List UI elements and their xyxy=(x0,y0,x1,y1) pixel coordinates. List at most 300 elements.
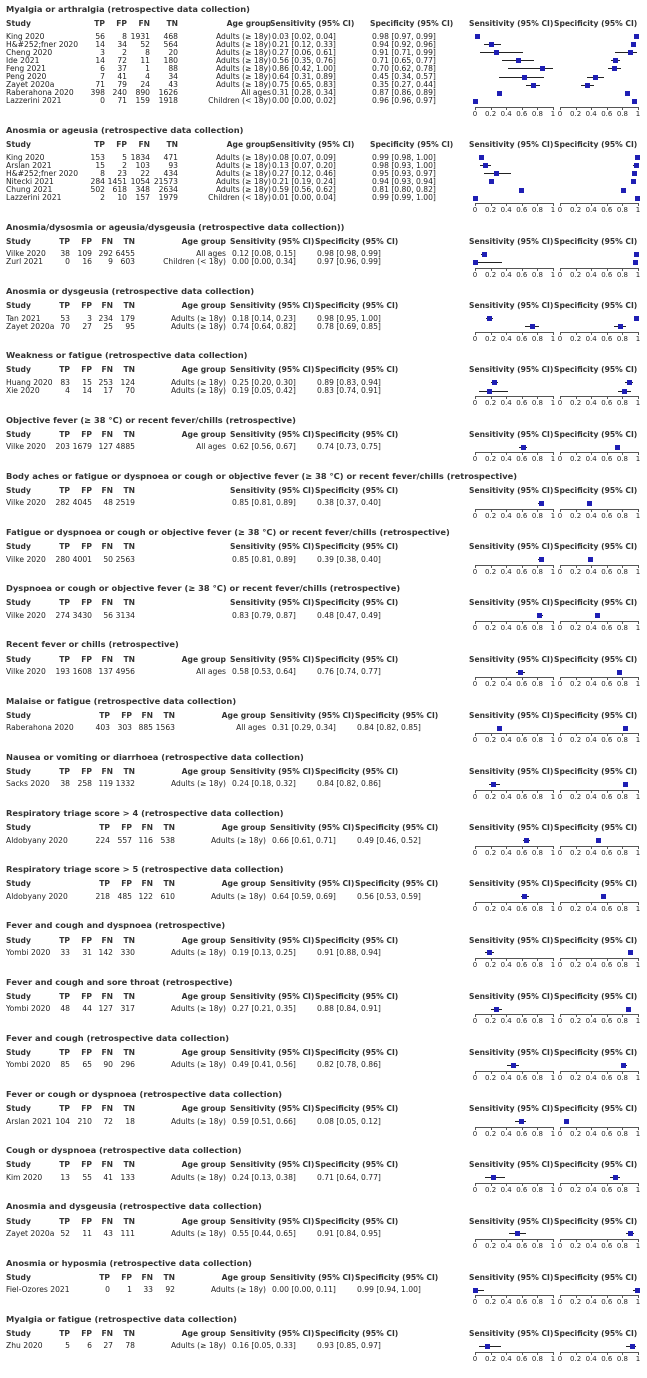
col-header-sensitivity: Sensitivity (95% CI) xyxy=(230,991,315,1001)
col-header-study: Study xyxy=(6,485,31,495)
sensitivity-tick-label: 1 xyxy=(550,736,556,745)
sens-point-estimate xyxy=(519,1119,524,1124)
sensitivity-tick-label: 1 xyxy=(550,623,556,632)
cell-fn: 292 xyxy=(98,249,113,259)
cell-sensitivity: 0.03 [0.02, 0.04] xyxy=(272,31,336,41)
cell-tn: 1563 xyxy=(155,723,175,733)
sensitivity-tick-label: 0.4 xyxy=(500,1129,512,1138)
study-name: Feng 2021 xyxy=(6,64,46,74)
sensitivity-tick-label: 0.2 xyxy=(485,567,497,576)
cell-fp: 10 xyxy=(117,193,127,203)
cell-age-group: All ages xyxy=(241,88,271,98)
cell-sensitivity: 0.75 [0.65, 0.83] xyxy=(272,80,336,90)
cell-tp: 14 xyxy=(95,55,105,65)
panel-header-sensitivity: Sensitivity (95% CI) xyxy=(469,1104,554,1114)
cell-specificity: 0.94 [0.92, 0.96] xyxy=(372,39,436,49)
cell-sensitivity: 0.64 [0.59, 0.69] xyxy=(272,891,336,901)
cell-tp: 85 xyxy=(60,1060,70,1070)
col-header-study: Study xyxy=(6,236,31,246)
col-header-tn: TN xyxy=(123,485,135,495)
sensitivity-tick-label: 1 xyxy=(550,680,556,689)
specificity-tick-label: 0.4 xyxy=(585,270,597,279)
cell-age-group: Adults (≥ 18y) xyxy=(170,321,226,331)
col-header-age-group: Age group xyxy=(221,879,266,889)
spec-point-estimate xyxy=(633,260,638,265)
cell-tp: 38 xyxy=(60,779,70,789)
sensitivity-tick-label: 0 xyxy=(472,736,478,745)
cell-fn: 119 xyxy=(98,779,113,789)
specificity-tick-label: 0 xyxy=(557,680,563,689)
sensitivity-axis-line xyxy=(475,396,553,397)
sens-point-estimate xyxy=(494,171,499,176)
sens-point-estimate xyxy=(482,252,487,257)
specificity-tick-label: 0.8 xyxy=(616,511,628,520)
cell-specificity: 0.99 [0.98, 1.00] xyxy=(372,152,436,162)
study-name: Zayet 2020a xyxy=(6,321,55,331)
cell-fp: 31 xyxy=(82,948,92,958)
specificity-tick-label: 0.2 xyxy=(570,904,582,913)
sensitivity-axis-line xyxy=(475,509,553,510)
cell-specificity: 0.84 [0.82, 0.85] xyxy=(357,723,421,733)
col-header-sensitivity: Sensitivity (95% CI) xyxy=(230,429,315,439)
spec-point-estimate xyxy=(593,75,598,80)
sensitivity-axis-line xyxy=(475,268,553,269)
specificity-tick-label: 0 xyxy=(557,1242,563,1251)
col-header-tn: TN xyxy=(163,879,175,889)
sensitivity-tick-label: 0 xyxy=(472,792,478,801)
sensitivity-tick-label: 1 xyxy=(550,567,556,576)
col-header-tn: TN xyxy=(166,140,178,150)
cell-tp: 3 xyxy=(100,47,105,57)
specificity-axis-line xyxy=(560,902,638,903)
cell-tp: 48 xyxy=(60,1004,70,1014)
cell-specificity: 0.83 [0.74, 0.91] xyxy=(317,386,381,396)
cell-age-group: Adults (≥ 18y) xyxy=(215,168,271,178)
specificity-tick-label: 0.8 xyxy=(616,567,628,576)
specificity-tick-label: 0.2 xyxy=(570,792,582,801)
study-name: King 2020 xyxy=(6,152,45,162)
col-header-sensitivity: Sensitivity (95% CI) xyxy=(230,598,315,608)
col-header-sensitivity: Sensitivity (95% CI) xyxy=(230,1160,315,1170)
sensitivity-tick-label: 0.2 xyxy=(485,334,497,343)
col-header-age-group: Age group xyxy=(221,823,266,833)
cell-sensitivity: 0.00 [0.00, 0.02] xyxy=(272,96,336,106)
sensitivity-tick-label: 0.2 xyxy=(485,680,497,689)
cell-tn: 610 xyxy=(160,891,175,901)
cell-tn: 179 xyxy=(120,313,135,323)
cell-fp: 71 xyxy=(117,96,127,106)
spec-point-estimate xyxy=(622,389,627,394)
panel-header-specificity: Specificity (95% CI) xyxy=(554,1047,638,1057)
section-title: Respiratory triage score > 4 (retrospective data collection) xyxy=(6,808,284,819)
cell-age-group: Adults (≥ 18y) xyxy=(210,835,266,845)
study-name: Cheng 2020 xyxy=(6,47,53,57)
specificity-tick-label: 0 xyxy=(557,1298,563,1307)
sensitivity-tick-label: 1 xyxy=(550,1073,556,1082)
col-header-age-group: Age group xyxy=(181,429,226,439)
cell-age-group: Adults (≥ 18y) xyxy=(170,313,226,323)
col-header-sensitivity: Sensitivity (95% CI) xyxy=(230,542,315,552)
specificity-tick-label: 0.8 xyxy=(616,1017,628,1026)
specificity-tick-label: 0.6 xyxy=(601,623,613,632)
specificity-axis-line xyxy=(560,565,638,566)
panel-header-specificity: Specificity (95% CI) xyxy=(554,365,638,375)
sens-point-estimate xyxy=(497,91,502,96)
section-title: Myalgia or arthralgia (retrospective data collection) xyxy=(6,4,250,14)
cell-fn: 1834 xyxy=(130,152,150,162)
sens-point-estimate xyxy=(537,613,542,618)
specificity-tick-label: 1 xyxy=(635,567,641,576)
specificity-axis-line xyxy=(560,1071,638,1072)
cell-tp: 70 xyxy=(60,321,70,331)
col-header-fn: FN xyxy=(101,935,113,945)
study-name: H&#252;fner 2020 xyxy=(6,168,79,178)
cell-specificity: 0.91 [0.88, 0.94] xyxy=(317,948,381,958)
cell-age-group: Children (< 18y) xyxy=(208,193,271,203)
sensitivity-tick-label: 0.6 xyxy=(516,736,528,745)
cell-tn: 6455 xyxy=(115,249,135,259)
spec-point-estimate xyxy=(628,950,633,955)
sensitivity-tick-label: 0 xyxy=(472,848,478,857)
sensitivity-tick-label: 0.2 xyxy=(485,1129,497,1138)
cell-tn: 2563 xyxy=(115,554,135,564)
panel-header-sensitivity: Sensitivity (95% CI) xyxy=(469,1216,554,1226)
specificity-tick-label: 0.8 xyxy=(616,270,628,279)
panel-header-sensitivity: Sensitivity (95% CI) xyxy=(469,935,554,945)
sens-point-estimate xyxy=(491,782,496,787)
specificity-tick-label: 0.2 xyxy=(570,399,582,408)
col-header-age-group: Age group xyxy=(181,1160,226,1170)
cell-fp: 3 xyxy=(87,313,92,323)
sensitivity-tick-label: 0.6 xyxy=(516,270,528,279)
sens-point-estimate xyxy=(516,58,521,63)
sensitivity-tick-label: 0.6 xyxy=(516,792,528,801)
cell-fp: 11 xyxy=(82,1229,92,1239)
specificity-tick-label: 0.8 xyxy=(616,736,628,745)
cell-tn: 111 xyxy=(120,1229,135,1239)
sensitivity-axis-line xyxy=(475,332,553,333)
cell-specificity: 0.45 [0.34, 0.57] xyxy=(372,72,436,82)
cell-age-group: Adults (≥ 18y) xyxy=(215,39,271,49)
sensitivity-tick-label: 0.4 xyxy=(500,1298,512,1307)
spec-point-estimate xyxy=(628,50,633,55)
cell-age-group: Adults (≥ 18y) xyxy=(215,55,271,65)
col-header-study: Study xyxy=(6,140,31,150)
col-header-study: Study xyxy=(6,710,31,720)
col-header-age-group: Age group xyxy=(181,654,226,664)
panel-header-specificity: Specificity (95% CI) xyxy=(554,823,638,833)
col-header-fp: FP xyxy=(81,1160,92,1170)
col-header-tp: TP xyxy=(59,654,70,664)
cell-specificity: 0.96 [0.96, 0.97] xyxy=(372,96,436,106)
cell-specificity: 0.95 [0.93, 0.97] xyxy=(372,168,436,178)
cell-tp: 218 xyxy=(95,891,110,901)
col-header-age-group: Age group xyxy=(221,710,266,720)
col-header-tn: TN xyxy=(123,1047,135,1057)
sensitivity-tick-label: 0.4 xyxy=(500,206,512,215)
sensitivity-axis-line xyxy=(475,452,553,453)
col-header-age-group: Age group xyxy=(181,236,226,246)
section-title: Malaise or fatigue (retrospective data collection) xyxy=(6,695,237,706)
panel-header-sensitivity: Sensitivity (95% CI) xyxy=(469,710,554,720)
col-header-age-group: Age group xyxy=(181,1047,226,1057)
cell-specificity: 0.39 [0.38, 0.40] xyxy=(317,554,381,564)
section-title: Fatigue or dyspnoea or cough or objective fever (≥ 38 °C) or recent fever/chills (retrospective) xyxy=(6,527,450,538)
specificity-tick-label: 0.6 xyxy=(601,455,613,464)
spec-point-estimate xyxy=(618,324,623,329)
specificity-axis-line xyxy=(560,1352,638,1353)
specificity-tick-label: 0 xyxy=(557,1017,563,1026)
study-name: Vilke 2020 xyxy=(6,498,46,508)
panel-header-sensitivity: Sensitivity (95% CI) xyxy=(469,1272,554,1282)
col-header-tn: TN xyxy=(123,935,135,945)
cell-fp: 44 xyxy=(82,1004,92,1014)
cell-sensitivity: 0.59 [0.51, 0.66] xyxy=(232,1116,296,1126)
sensitivity-tick-label: 0.6 xyxy=(516,848,528,857)
sensitivity-tick-label: 0.2 xyxy=(485,511,497,520)
col-header-study: Study xyxy=(6,1047,31,1057)
col-header-tn: TN xyxy=(123,1160,135,1170)
col-header-sensitivity: Sensitivity (95% CI) xyxy=(230,1328,315,1338)
cell-fp: 109 xyxy=(77,249,92,259)
panel-header-specificity: Specificity (95% CI) xyxy=(554,710,638,720)
cell-tn: 34 xyxy=(168,72,178,82)
cell-tp: 0 xyxy=(100,96,105,106)
cell-sensitivity: 0.24 [0.13, 0.38] xyxy=(232,1172,296,1182)
cell-sensitivity: 0.21 [0.19, 0.24] xyxy=(272,176,336,186)
cell-tp: 13 xyxy=(60,1172,70,1182)
panel-header-sensitivity: Sensitivity (95% CI) xyxy=(469,879,554,889)
spec-point-estimate xyxy=(613,1175,618,1180)
col-header-study: Study xyxy=(6,1160,31,1170)
sensitivity-tick-label: 0.6 xyxy=(516,1073,528,1082)
sens-ci-line xyxy=(508,68,553,69)
spec-point-estimate xyxy=(632,171,637,176)
sensitivity-tick-label: 0.8 xyxy=(531,680,543,689)
sensitivity-tick-label: 0.2 xyxy=(485,206,497,215)
specificity-tick-label: 0.2 xyxy=(570,848,582,857)
sensitivity-axis-line xyxy=(475,1071,553,1072)
sensitivity-tick-label: 0.8 xyxy=(531,455,543,464)
sens-point-estimate xyxy=(540,66,545,71)
sensitivity-tick-label: 0.8 xyxy=(531,904,543,913)
specificity-axis-line xyxy=(560,958,638,959)
col-header-specificity: Specificity (95% CI) xyxy=(315,766,399,776)
cell-tn: 4885 xyxy=(115,442,135,452)
sensitivity-axis-line xyxy=(475,1127,553,1128)
spec-point-estimate xyxy=(585,83,590,88)
specificity-tick-label: 0.4 xyxy=(585,848,597,857)
specificity-tick-label: 1 xyxy=(635,1354,641,1363)
cell-tn: 21573 xyxy=(153,176,178,186)
panel-header-sensitivity: Sensitivity (95% CI) xyxy=(469,823,554,833)
sensitivity-axis-line xyxy=(475,565,553,566)
specificity-axis-line xyxy=(560,1295,638,1296)
cell-specificity: 0.91 [0.84, 0.95] xyxy=(317,1229,381,1239)
specificity-tick-label: 0 xyxy=(557,904,563,913)
specificity-tick-label: 0.4 xyxy=(585,567,597,576)
col-header-study: Study xyxy=(6,1272,31,1282)
panel-header-specificity: Specificity (95% CI) xyxy=(554,542,638,552)
col-header-sensitivity: Sensitivity (95% CI) xyxy=(230,766,315,776)
sensitivity-tick-label: 1 xyxy=(550,1129,556,1138)
sensitivity-tick-label: 1 xyxy=(550,904,556,913)
sensitivity-tick-label: 1 xyxy=(550,206,556,215)
cell-tp: 403 xyxy=(95,723,110,733)
sensitivity-tick-label: 0.2 xyxy=(485,848,497,857)
section-title: Objective fever (≥ 38 °C) or recent fever/chills (retrospective) xyxy=(6,414,296,425)
cell-fn: 142 xyxy=(98,948,113,958)
cell-tp: 280 xyxy=(55,554,70,564)
sensitivity-tick-label: 0.8 xyxy=(531,848,543,857)
col-header-specificity: Specificity (95% CI) xyxy=(315,542,399,552)
cell-fp: 16 xyxy=(82,257,92,267)
section-title: Recent fever or chills (retrospective) xyxy=(6,639,179,650)
sensitivity-tick-label: 0.8 xyxy=(531,1129,543,1138)
spec-point-estimate xyxy=(631,179,636,184)
col-header-fn: FN xyxy=(101,1160,113,1170)
cell-sensitivity: 0.00 [0.00, 0.11] xyxy=(272,1285,336,1295)
spec-point-estimate xyxy=(623,726,628,731)
cell-age-group: Adults (≥ 18y) xyxy=(215,176,271,186)
sensitivity-tick-label: 0.6 xyxy=(516,623,528,632)
cell-sensitivity: 0.74 [0.64, 0.82] xyxy=(232,321,296,331)
cell-sensitivity: 0.83 [0.79, 0.87] xyxy=(232,610,296,620)
sensitivity-tick-label: 0.4 xyxy=(500,680,512,689)
cell-specificity: 0.98 [0.95, 1.00] xyxy=(317,313,381,323)
cell-fp: 4001 xyxy=(72,554,92,564)
panel-header-specificity: Specificity (95% CI) xyxy=(554,598,638,608)
study-name: Huang 2020 xyxy=(6,377,53,387)
specificity-tick-label: 0.8 xyxy=(616,792,628,801)
study-name: Ide 2021 xyxy=(6,55,40,65)
cell-fn: 90 xyxy=(103,1060,113,1070)
cell-tn: 538 xyxy=(160,835,175,845)
specificity-tick-label: 0.8 xyxy=(616,206,628,215)
sensitivity-tick-label: 0.8 xyxy=(531,736,543,745)
col-header-fn: FN xyxy=(141,710,153,720)
cell-age-group: Adults (≥ 18y) xyxy=(170,377,226,387)
cell-tn: 43 xyxy=(168,80,178,90)
sens-point-estimate xyxy=(479,155,484,160)
col-header-fp: FP xyxy=(81,542,92,552)
cell-age-group: Children (< 18y) xyxy=(163,257,226,267)
col-header-tn: TN xyxy=(123,542,135,552)
cell-age-group: Adults (≥ 18y) xyxy=(215,47,271,57)
spec-point-estimate xyxy=(634,252,639,257)
specificity-tick-label: 0 xyxy=(557,511,563,520)
specificity-tick-label: 0 xyxy=(557,1354,563,1363)
col-header-age-group: Age group xyxy=(181,1216,226,1226)
cell-age-group: Adults (≥ 18y) xyxy=(215,160,271,170)
col-header-specificity: Specificity (95% CI) xyxy=(370,140,454,150)
specificity-axis-line xyxy=(560,790,638,791)
cell-tp: 4 xyxy=(65,386,70,396)
cell-tn: 471 xyxy=(163,152,178,162)
col-header-fn: FN xyxy=(141,879,153,889)
col-header-fp: FP xyxy=(121,710,132,720)
sens-point-estimate xyxy=(489,42,494,47)
cell-tp: 0 xyxy=(105,1285,110,1295)
col-header-age-group: Age group xyxy=(181,365,226,375)
cell-sensitivity: 0.56 [0.35, 0.76] xyxy=(272,55,336,65)
sensitivity-tick-label: 0.6 xyxy=(516,399,528,408)
sens-point-estimate xyxy=(473,196,478,201)
specificity-tick-label: 1 xyxy=(635,206,641,215)
col-header-fn: FN xyxy=(101,1216,113,1226)
cell-fp: 23 xyxy=(117,168,127,178)
cell-tn: 1332 xyxy=(115,779,135,789)
specificity-tick-label: 1 xyxy=(635,792,641,801)
sensitivity-tick-label: 0 xyxy=(472,1185,478,1194)
sensitivity-tick-label: 0.4 xyxy=(500,270,512,279)
cell-fp: 15 xyxy=(82,377,92,387)
sensitivity-tick-label: 0.6 xyxy=(516,1354,528,1363)
col-header-fp: FP xyxy=(81,935,92,945)
panel-header-specificity: Specificity (95% CI) xyxy=(554,429,638,439)
sensitivity-tick-label: 1 xyxy=(550,399,556,408)
sensitivity-tick-label: 0 xyxy=(472,511,478,520)
cell-fp: 65 xyxy=(82,1060,92,1070)
spec-point-estimate xyxy=(630,1344,635,1349)
specificity-tick-label: 0.6 xyxy=(601,206,613,215)
col-header-sensitivity: Sensitivity (95% CI) xyxy=(270,140,355,150)
sens-ci-line xyxy=(480,52,523,53)
cell-tn: 18 xyxy=(125,1116,135,1126)
sensitivity-tick-label: 0.4 xyxy=(500,961,512,970)
panel-header-sensitivity: Sensitivity (95% CI) xyxy=(469,429,554,439)
sensitivity-axis-line xyxy=(475,846,553,847)
col-header-fp: FP xyxy=(116,19,127,29)
col-header-study: Study xyxy=(6,654,31,664)
col-header-study: Study xyxy=(6,991,31,1001)
section-title: Respiratory triage score > 5 (retrospective data collection) xyxy=(6,864,284,875)
col-header-age-group: Age group xyxy=(181,1104,226,1114)
panel-header-specificity: Specificity (95% CI) xyxy=(554,935,638,945)
specificity-tick-label: 1 xyxy=(635,1298,641,1307)
specificity-axis-line xyxy=(560,621,638,622)
col-header-specificity: Specificity (95% CI) xyxy=(315,598,399,608)
col-header-tn: TN xyxy=(123,1328,135,1338)
sensitivity-tick-label: 0.4 xyxy=(500,904,512,913)
sensitivity-tick-label: 0 xyxy=(472,1242,478,1251)
cell-tp: 284 xyxy=(90,176,105,186)
study-name: Zhu 2020 xyxy=(6,1341,43,1351)
study-name: Vilke 2020 xyxy=(6,249,46,259)
specificity-axis-line xyxy=(560,733,638,734)
col-header-sensitivity: Sensitivity (95% CI) xyxy=(230,1104,315,1114)
panel-header-specificity: Specificity (95% CI) xyxy=(554,1272,638,1282)
cell-specificity: 0.76 [0.74, 0.77] xyxy=(317,667,381,677)
study-name: Kim 2020 xyxy=(6,1172,43,1182)
cell-sensitivity: 0.21 [0.12, 0.33] xyxy=(272,39,336,49)
col-header-fn: FN xyxy=(101,991,113,1001)
sensitivity-tick-label: 0.2 xyxy=(485,1354,497,1363)
col-header-fp: FP xyxy=(81,654,92,664)
sens-point-estimate xyxy=(522,894,527,899)
cell-sensitivity: 0.85 [0.81, 0.89] xyxy=(232,498,296,508)
specificity-tick-label: 0.4 xyxy=(585,1242,597,1251)
specificity-tick-label: 0.4 xyxy=(585,1017,597,1026)
specificity-tick-label: 1 xyxy=(635,904,641,913)
cell-tn: 78 xyxy=(125,1341,135,1351)
sensitivity-tick-label: 0 xyxy=(472,904,478,913)
col-header-tp: TP xyxy=(59,1047,70,1057)
sensitivity-tick-label: 0.4 xyxy=(500,567,512,576)
sensitivity-tick-label: 0.4 xyxy=(500,623,512,632)
cell-specificity: 0.91 [0.71, 0.99] xyxy=(372,47,436,57)
cell-sensitivity: 0.12 [0.08, 0.15] xyxy=(232,249,296,259)
